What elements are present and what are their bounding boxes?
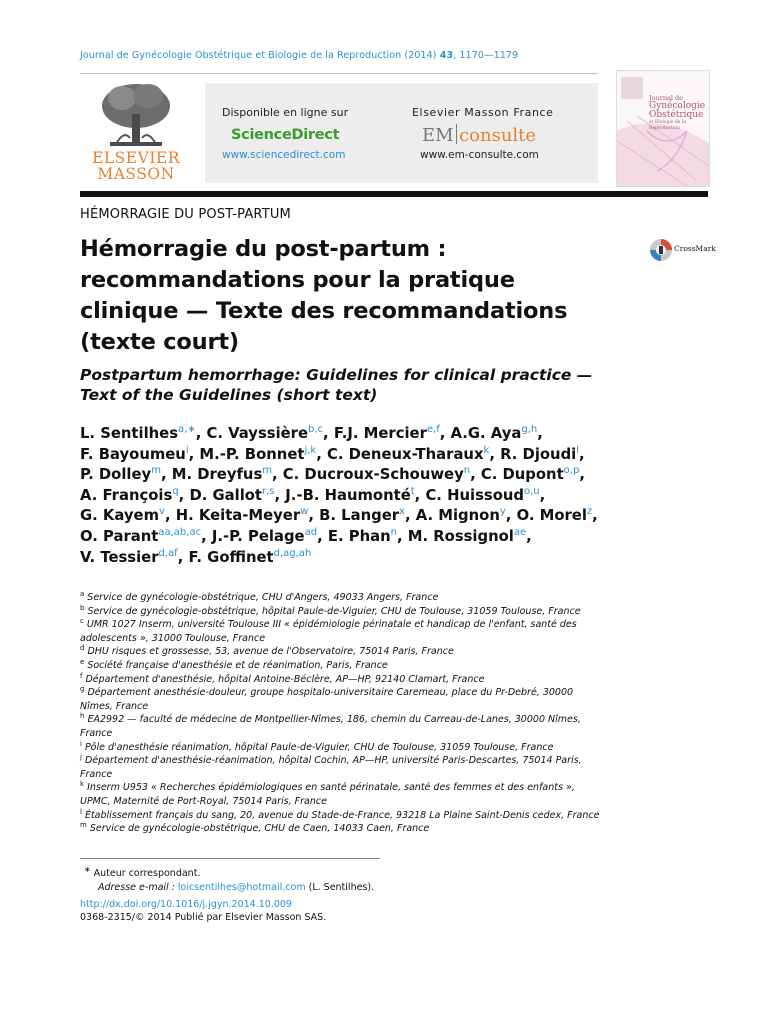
- author-affiliation-link[interactable]: n: [390, 526, 397, 538]
- corresponding-author-footnote: ∗ Auteur correspondant. Adresse e-mail : loicsentilhes@hotmail.com (L. Sentilhes).: [84, 865, 375, 893]
- author-affiliation-link[interactable]: r,s: [262, 485, 275, 497]
- author-affiliation-link[interactable]: m: [262, 465, 273, 477]
- author-name: J.-B. Haumonté: [285, 486, 411, 504]
- affiliation-item: $^b$ Service de gynécologie-obstétrique, hôpital Paule-de-Viguier, CHU de Toulouse, 31059 Toulouse, France: [80, 603, 581, 617]
- author-name: O. Parant: [80, 527, 159, 545]
- author-affiliation-link[interactable]: d,af: [158, 547, 178, 559]
- author-affiliation-link[interactable]: q: [172, 485, 179, 497]
- author-affiliation-link[interactable]: v: [159, 506, 165, 518]
- author-affiliation-link[interactable]: x: [399, 506, 405, 518]
- article-title: Hémorragie du post-partum : recommandations pour la pratique clinique — Texte des recommandations (texte court): [80, 236, 568, 355]
- author-affiliation-link[interactable]: n: [463, 465, 471, 477]
- affiliation-item: $^e$ Société française d'anesthésie et de réanimation, Paris, France: [80, 657, 388, 671]
- author-name: J.-P. Pelage: [211, 527, 305, 545]
- author-name: A. Mignon: [415, 507, 500, 525]
- author-affiliation-link[interactable]: o,p: [563, 465, 580, 477]
- affiliation-item: $^m$ Service de gynécologie-obstétrique, CHU de Caen, 14033 Caen, France: [80, 821, 430, 835]
- author-name: G. Kayem: [80, 507, 160, 525]
- author-name: M. Dreyfus: [171, 466, 263, 484]
- author-name: O. Morel: [516, 507, 587, 525]
- affiliation-item: $^h$ EA2992 — faculté de médecine de Montpellier-Nîmes, 186, chemin du Carreau-de-Lanes, 30000 Nîmes, France: [80, 712, 581, 739]
- elsevier-masson-logo[interactable]: ELSEVIER MASSON: [92, 149, 180, 183]
- author-line: G. Kayem$^v$, H. Keita-Meyer$^w$, B. Langer$^x$, A. Mignon$^y$, O. Morel$^z$,: [80, 506, 598, 525]
- author-affiliation-link[interactable]: o,u: [523, 485, 540, 497]
- footnote-rule: [80, 858, 380, 859]
- header-thick-rule: [80, 191, 708, 197]
- em-consulte-logo[interactable]: EM consulte: [422, 125, 537, 146]
- affiliation-item: $^g$ Département anesthésie-douleur, groupe hospitalo-universitaire Caremeau, place du Pr-Debré, 30000 Nîmes, France: [80, 685, 574, 712]
- author-name: P. Dolley: [80, 466, 152, 484]
- em-consulte-link[interactable]: www.em-consulte.com: [420, 149, 539, 161]
- author-affiliation-link[interactable]: z: [586, 506, 593, 518]
- author-name: C. Ducroux-Schouwey: [282, 466, 464, 484]
- doi-link[interactable]: http://dx.doi.org/10.1016/j.jgyn.2014.10.009: [80, 899, 292, 910]
- author-name: B. Langer: [319, 507, 400, 525]
- author-name: D. Gallot: [189, 486, 263, 504]
- author-name: R. Djoudi: [500, 445, 577, 463]
- author-affiliation-link[interactable]: t: [410, 485, 415, 497]
- author-line: O. Parant$^{aa,ab,ac}$, J.-P. Pelage$^{ad}$, E. Phan$^n$, M. Rossignol$^{ae}$,: [80, 526, 532, 545]
- email-label: Adresse e-mail :: [98, 881, 175, 893]
- author-name: F. Goffinet: [188, 548, 274, 566]
- author-name: M. Rossignol: [407, 527, 514, 545]
- affiliation-item: $^f$ Département d'anesthésie, hôpital Antoine-Béclère, AP—HP, 92140 Clamart, France: [80, 671, 485, 685]
- author-affiliation-link[interactable]: aa,ab,ac: [158, 526, 202, 538]
- author-line: L. Sentilhes$^{a,∗}$, C. Vayssière$^{b,c}$, F.J. Mercier$^{e,f}$, A.G. Aya$^{g,h}$,: [80, 424, 543, 442]
- author-name: E. Phan: [327, 527, 391, 545]
- journal-reference[interactable]: Journal de Gynécologie Obstétrique et Biologie de la Reproduction (2014) 43, 1170—1179: [80, 50, 519, 61]
- author-line: A. François$^q$, D. Gallot$^{r,s}$, J.-B. Haumonté$^t$, C. Huissoud$^{o,u}$,: [80, 485, 546, 504]
- author-affiliation-link[interactable]: g,h: [521, 424, 538, 435]
- affiliation-item: $^d$ DHU risques et grossesse, 53, avenue de l'Observatoire, 75014 Paris, France: [80, 644, 454, 658]
- footnote-marker: ∗: [84, 865, 91, 874]
- author-name: H. Keita-Meyer: [175, 507, 301, 525]
- journal-cover-thumbnail[interactable]: [616, 70, 710, 187]
- author-affiliation-link[interactable]: m: [151, 465, 161, 477]
- affiliation-item: $^j$ Département d'anesthésie-réanimation, hôpital Cochin, AP—HP, université Paris-Descartes, 75014 Paris, France: [80, 753, 582, 780]
- author-affiliation-link[interactable]: i: [185, 444, 189, 456]
- affiliation-item: $^l$ Établissement français du sang, 20, avenue du Stade-de-France, 93218 La Plaine Saint-Denis cedex, France: [80, 807, 600, 821]
- author-name: A. François: [80, 486, 173, 504]
- author-name: F.J. Mercier: [333, 425, 427, 442]
- author-line: F. Bayoumeu$^i$, M.-P. Bonnet$^{j,k}$, C. Deneux-Tharaux$^k$, R. Djoudi$^l$,: [80, 444, 585, 463]
- author-name: C. Deneux-Tharaux: [326, 445, 484, 463]
- author-list: [80, 424, 700, 568]
- sciencedirect-logo[interactable]: ScienceDirect: [231, 127, 340, 143]
- author-name: V. Tessier: [80, 548, 159, 566]
- affiliation-item: $^i$ Pôle d'anesthésie réanimation, hôpital Paule-de-Viguier, CHU de Toulouse, 31059 Toulouse, France: [80, 739, 554, 753]
- author-affiliation-link[interactable]: j,k: [304, 444, 317, 456]
- copyright-notice: 0368-2315/© 2014 Publié par Elsevier Masson SAS.: [80, 912, 327, 923]
- sciencedirect-link[interactable]: www.sciencedirect.com: [222, 149, 346, 161]
- author-name: M.-P. Bonnet: [199, 445, 305, 463]
- author-affiliation-link[interactable]: d,ag,ah: [273, 547, 312, 559]
- author-name: A.G. Aya: [450, 425, 522, 442]
- affiliation-item: $^k$ Inserm U953 « Recherches épidémiologiques en santé périnatale, santé des femmes et des enfants », UPMC, Maternité de Port-Royal, 75014 Paris, France: [80, 780, 575, 807]
- banner-top-rule: [80, 73, 598, 74]
- author-affiliation-link[interactable]: ad: [304, 526, 318, 538]
- author-affiliation-link[interactable]: l: [576, 444, 580, 456]
- author-line: V. Tessier$^{d,af}$, F. Goffinet$^{d,ag,ah}$: [80, 547, 312, 566]
- author-affiliation-link[interactable]: b,c: [308, 424, 324, 435]
- em-separator: [456, 124, 458, 144]
- author-affiliation-link[interactable]: ae: [513, 526, 527, 538]
- author-email-link[interactable]: loicsentilhes@hotmail.com: [177, 881, 306, 893]
- affiliation-item: $^a$ Service de gynécologie-obstétrique, CHU d'Angers, 49033 Angers, France: [80, 590, 439, 603]
- elsevier-tree-logo-icon: [96, 80, 176, 150]
- author-affiliation-link[interactable]: y: [499, 506, 506, 518]
- crossmark-label[interactable]: CrossMark: [674, 244, 716, 253]
- available-online-label: Disponible en ligne sur: [222, 106, 349, 119]
- affiliation-item: $^c$ UMR 1027 Inserm, université Toulouse III « épidémiologie périnatale et handicap de l'enfant, santé des adolescents », 31000 Toulouse, France: [80, 617, 577, 644]
- author-affiliation-link[interactable]: k: [483, 444, 490, 456]
- author-line: P. Dolley$^m$, M. Dreyfus$^m$, C. Ducroux-Schouwey$^n$, C. Dupont$^{o,p}$,: [80, 465, 585, 484]
- author-affiliation-link[interactable]: w: [300, 506, 309, 518]
- section-label: HÉMORRAGIE DU POST-PARTUM: [80, 207, 291, 222]
- author-name: F. Bayoumeu: [80, 445, 186, 463]
- author-affiliation-link[interactable]: e,f: [426, 424, 440, 435]
- author-name: C. Dupont: [480, 466, 564, 484]
- affiliation-list: [80, 591, 600, 836]
- cover-title: Journal de Gynécologie Obstétrique et Biologie de la Reproduction: [649, 94, 706, 131]
- author-affiliation-link[interactable]: a,∗: [178, 424, 196, 435]
- author-name: C. Vayssière: [206, 425, 309, 442]
- author-name: L. Sentilhes: [80, 425, 179, 442]
- english-title: Postpartum hemorrhage: Guidelines for clinical practice — Text of the Guidelines (short text): [80, 366, 593, 404]
- elsevier-masson-france-label: Elsevier Masson France: [412, 106, 554, 119]
- author-name: C. Huissoud: [425, 486, 524, 504]
